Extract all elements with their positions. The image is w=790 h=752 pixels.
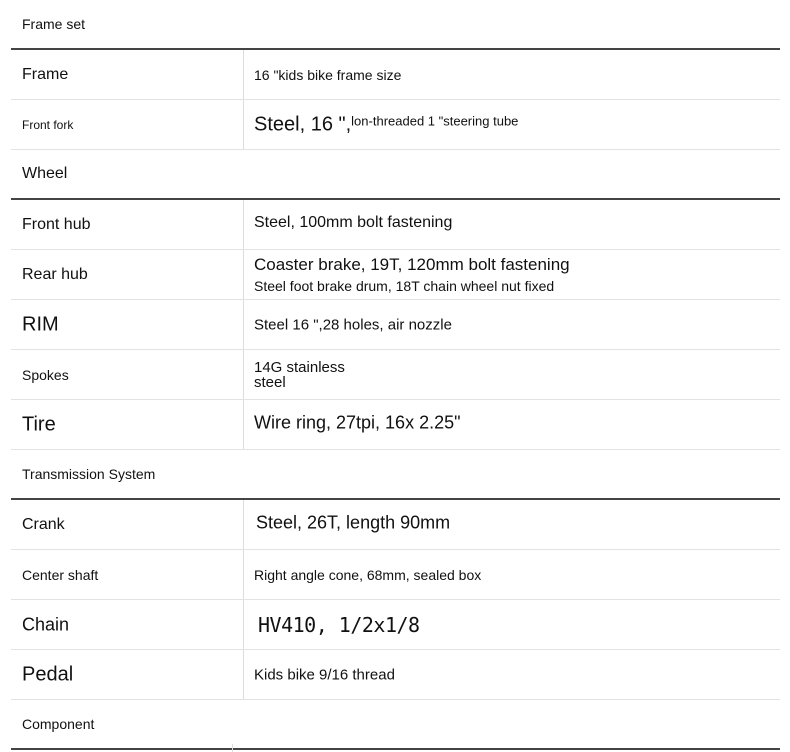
spec-label: Pedal [22,663,74,685]
spec-value: Steel, 26T, length 90mm [256,512,451,533]
spec-value: Kids bike 9/16 thread [254,666,395,683]
column-divider [243,550,244,599]
section-header-transmission-system [11,450,780,500]
spec-value: Wire ring, 27tpi, 16x 2.25" [254,412,461,433]
column-divider [243,250,244,299]
spec-label: RIM [22,313,59,335]
spec-value-line1: Coaster brake, 19T, 120mm bolt fastening [254,254,570,274]
column-divider [243,500,244,549]
spec-value [254,113,518,136]
spec-row-center-shaft [11,550,780,600]
spec-label: Chain [22,614,70,634]
section-header-wheel [11,150,780,200]
spec-value [254,255,570,295]
spec-label: Spokes [22,366,69,383]
section-title: Frame set [22,16,86,32]
section-title: Component [22,716,95,732]
spec-value-line1: 14G stainless [254,358,345,376]
column-divider [243,600,244,649]
spec-value: 16 "kids bike frame size [254,66,402,83]
spec-value-small: lon-threaded 1 "steering tube [351,113,519,128]
spec-label: Crank [22,515,65,533]
spec-label: Front fork [22,117,74,132]
spec-row-rear-hub [11,250,780,300]
spec-row-chain [11,600,780,650]
spec-row-frame [11,50,780,100]
section-header-frame-set [11,0,780,50]
spec-row-rim [11,300,780,350]
spec-label: Rear hub [22,265,88,283]
column-divider [243,650,244,699]
spec-label: Tire [22,413,56,435]
section-header-component [11,700,780,750]
column-divider [243,100,244,149]
spec-row-tire [11,400,780,450]
spec-label: Frame [22,65,69,83]
column-divider [243,300,244,349]
column-divider [243,400,244,449]
column-divider [243,200,244,249]
spec-row-pedal [11,650,780,700]
spec-value-line2: Steel foot brake drum, 18T chain wheel nut fixed [254,278,555,295]
section-title: Transmission System [22,466,156,482]
section-title: Wheel [22,165,68,182]
spec-value-main: Steel, 16 ", [254,113,352,135]
spec-value [254,360,345,390]
spec-label: Front hub [22,215,91,233]
column-divider [243,50,244,99]
spec-row-front-fork [11,100,780,150]
spec-row-front-hub [11,200,780,250]
spec-value: Right angle cone, 68mm, sealed box [254,566,482,583]
spec-table [11,0,780,750]
spec-row-crank [11,500,780,550]
spec-row-spokes [11,350,780,400]
spec-value: Steel 16 ",28 holes, air nozzle [254,316,452,333]
spec-label: Center shaft [22,566,99,583]
spec-value: HV410, 1/2x1/8 [258,612,420,637]
column-divider [243,350,244,399]
spec-value: Steel, 100mm bolt fastening [254,213,453,231]
column-divider [232,744,233,752]
spec-value-line2: steel [254,373,286,391]
